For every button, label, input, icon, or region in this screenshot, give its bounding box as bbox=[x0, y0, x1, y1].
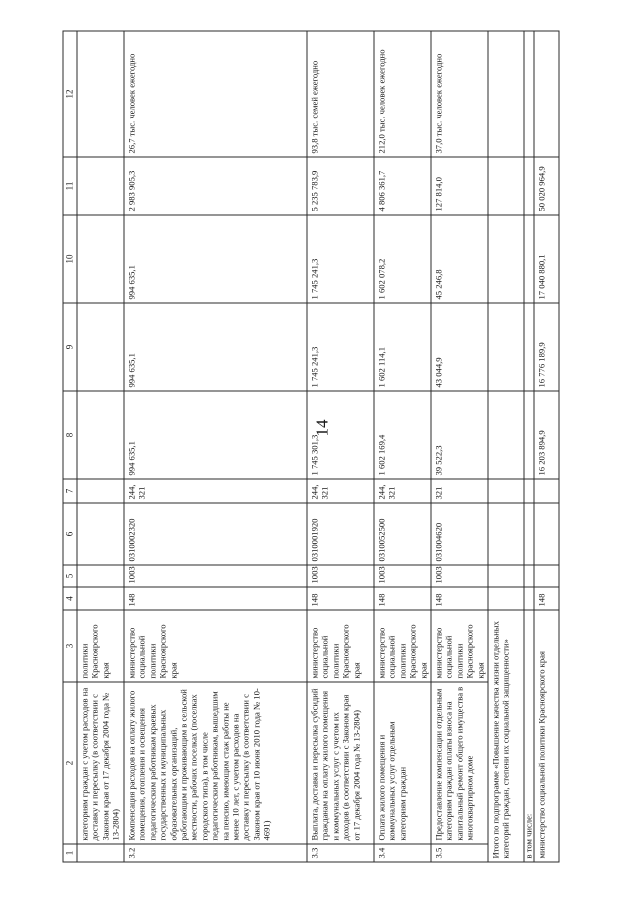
row-number: 3.2 bbox=[124, 844, 307, 862]
col-10-header: 10 bbox=[63, 215, 77, 303]
grbs-code: 148 bbox=[124, 587, 307, 610]
activity-name: Предоставление компенсации отдельным категориям граждан оплаты взноса на капитальный ремонт общего имущества в многоквартирном доме bbox=[431, 682, 488, 844]
period-total: 127 814,0 bbox=[431, 157, 488, 215]
expected-result: 26,7 тыс. человек ежегодно bbox=[124, 31, 307, 157]
year2-amount: 1 745 241,3 bbox=[307, 303, 374, 391]
executor: министерство социальной политики Красноярского края bbox=[374, 610, 431, 682]
year3-amount: 45 246,8 bbox=[431, 215, 488, 303]
year1-amount bbox=[77, 391, 124, 479]
row-number: 3.4 bbox=[374, 844, 431, 862]
page-number: 14 bbox=[312, 419, 332, 437]
year1-amount: 1 602 169,4 bbox=[374, 391, 431, 479]
section-code: 1003 bbox=[374, 565, 431, 587]
year2-amount bbox=[77, 303, 124, 391]
col-2-header: 2 bbox=[63, 682, 77, 844]
year3-amount: 994 635,1 bbox=[124, 215, 307, 303]
expense-type-code: 244, 321 bbox=[374, 479, 431, 503]
ministry-year3: 17 040 880,1 bbox=[534, 215, 559, 303]
col-4-header: 4 bbox=[63, 587, 77, 610]
including-row bbox=[524, 31, 534, 862]
period-total: 2 983 905,3 bbox=[124, 157, 307, 215]
year2-amount: 43 044,9 bbox=[431, 303, 488, 391]
row-number bbox=[77, 844, 124, 862]
table-row bbox=[124, 31, 307, 862]
year3-amount: 1 602 078,2 bbox=[374, 215, 431, 303]
rotated-table-container bbox=[62, 31, 547, 862]
row-number: 3.5 bbox=[431, 844, 488, 862]
target-article-code: 0310001920 bbox=[307, 503, 374, 565]
ministry-year2: 16 776 189,9 bbox=[534, 303, 559, 391]
expected-result bbox=[77, 31, 124, 157]
subprogram-total-row bbox=[488, 31, 524, 862]
table-row bbox=[431, 31, 488, 862]
grbs-code: 148 bbox=[307, 587, 374, 610]
row-number: 3.3 bbox=[307, 844, 374, 862]
ministry-grbs: 148 bbox=[534, 587, 559, 610]
activity-name: категориям граждан с учетом расходов на доставку и пересылку (в соответствии с Законом края от 17 декабря 2004 года № 13-2804) bbox=[77, 682, 124, 844]
period-total bbox=[77, 157, 124, 215]
column-number-row bbox=[63, 31, 77, 862]
ministry-total: 50 020 964,9 bbox=[534, 157, 559, 215]
including-label: в том числе: bbox=[524, 610, 534, 862]
expense-type-code bbox=[77, 479, 124, 503]
ministry-year1: 16 203 894,9 bbox=[534, 391, 559, 479]
grbs-code: 148 bbox=[374, 587, 431, 610]
section-code: 1003 bbox=[124, 565, 307, 587]
activity-name: Компенсация расходов на оплату жилого помещения, отопления и освещения педагогическим работникам краевых государственных и муниципальных образовательных организаций, работающим и проживающим в сельской местности, рабочих поселках (поселках городского типа), в том числе педагогическим работникам, вышедшим на пенсию, имеющим стаж работы не менее 10 лет, с учетом расходов на доставку и пересылку (в соответствии с Законом края от 10 июня 2010 года № 10-4691) bbox=[124, 682, 307, 844]
expected-result: 93,8 тыс. семей ежегодно bbox=[307, 31, 374, 157]
table-row bbox=[374, 31, 431, 862]
activity-name: Выплата, доставка и пересылка субсидий гражданам на оплату жилого помещения и коммунальных услуг с учетом их доходов (в соответствии с Законом края от 17 декабря 2004 года № 13-2804) bbox=[307, 682, 374, 844]
executor: министерство социальной политики Красноярского края bbox=[431, 610, 488, 682]
period-total: 5 235 783,9 bbox=[307, 157, 374, 215]
program-activities-table bbox=[62, 30, 559, 862]
executor: министерство социальной политики Красноярского края bbox=[307, 610, 374, 682]
col-5-header: 5 bbox=[63, 565, 77, 587]
table-row bbox=[307, 31, 374, 862]
col-8-header: 8 bbox=[63, 391, 77, 479]
target-article-code bbox=[77, 503, 124, 565]
col-1-header: 1 bbox=[63, 844, 77, 862]
executor: политики Красноярского края bbox=[77, 610, 124, 682]
activity-name: Оплата жилого помещения и коммунальных услуг отдельным категориям граждан bbox=[374, 682, 431, 844]
expected-result: 212,0 тыс. человек ежегодно bbox=[374, 31, 431, 157]
target-article-code: 031004620 bbox=[431, 503, 488, 565]
col-7-header: 7 bbox=[63, 479, 77, 503]
ministry-label: министерство социальной политики Красноярского края bbox=[534, 610, 559, 862]
col-6-header: 6 bbox=[63, 503, 77, 565]
year1-amount: 994 635,1 bbox=[124, 391, 307, 479]
expense-type-code: 321 bbox=[431, 479, 488, 503]
expense-type-code: 244, 321 bbox=[307, 479, 374, 503]
col-12-header: 12 bbox=[63, 31, 77, 157]
target-article-code: 0310052500 bbox=[374, 503, 431, 565]
year3-amount bbox=[77, 215, 124, 303]
expense-type-code: 244, 321 bbox=[124, 479, 307, 503]
target-article-code: 0310002320 bbox=[124, 503, 307, 565]
table-body bbox=[77, 31, 559, 862]
period-total: 4 806 361,7 bbox=[374, 157, 431, 215]
year3-amount: 1 745 241,3 bbox=[307, 215, 374, 303]
grbs-code: 148 bbox=[431, 587, 488, 610]
col-3-header: 3 bbox=[63, 610, 77, 682]
executor: министерство социальной политики Красноярского края bbox=[124, 610, 307, 682]
col-11-header: 11 bbox=[63, 157, 77, 215]
section-code: 1003 bbox=[307, 565, 374, 587]
grbs-code bbox=[77, 587, 124, 610]
year2-amount: 1 602 114,1 bbox=[374, 303, 431, 391]
col-9-header: 9 bbox=[63, 303, 77, 391]
section-code: 1003 bbox=[431, 565, 488, 587]
year1-amount: 39 522,3 bbox=[431, 391, 488, 479]
section-code bbox=[77, 565, 124, 587]
expected-result: 37,0 тыс. человек ежегодно bbox=[431, 31, 488, 157]
ministry-total-row bbox=[534, 31, 559, 862]
year1-amount: 1 745 301,3 bbox=[307, 391, 374, 479]
total-label: Итого по подпрограмме «Повышение качества жизни отдельных категорий граждан, степени их социальной защищенности» bbox=[488, 610, 524, 862]
year2-amount: 994 635,1 bbox=[124, 303, 307, 391]
table-row bbox=[77, 31, 124, 862]
rotated-table-wrapper bbox=[62, 31, 547, 862]
